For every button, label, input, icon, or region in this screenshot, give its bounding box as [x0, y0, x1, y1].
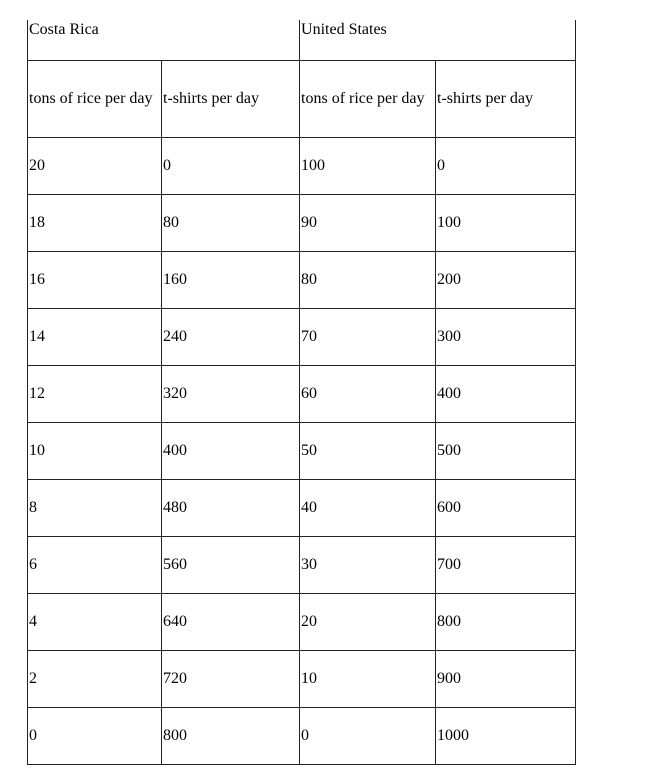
table-cell: 60: [300, 366, 436, 423]
table-cell: 20: [28, 138, 162, 195]
table-cell: 200: [436, 252, 576, 309]
table-row: [28, 537, 576, 594]
table-cell: 0: [436, 138, 576, 195]
table-cell: 560: [162, 537, 300, 594]
table-row: [28, 480, 576, 537]
column-header-row: [28, 61, 576, 138]
country-header-costa-rica: Costa Rica: [28, 20, 300, 61]
table-cell: 900: [436, 651, 576, 708]
country-header-united-states: United States: [300, 20, 576, 61]
table-cell: 30: [300, 537, 436, 594]
table-cell: 640: [162, 594, 300, 651]
table-cell: 800: [436, 594, 576, 651]
table-cell: 0: [28, 708, 162, 765]
table-row: [28, 423, 576, 480]
table-cell: 18: [28, 195, 162, 252]
table-cell: 300: [436, 309, 576, 366]
table-cell: 14: [28, 309, 162, 366]
table-cell: 500: [436, 423, 576, 480]
table-cell: 12: [28, 366, 162, 423]
table-cell: 160: [162, 252, 300, 309]
table-cell: 0: [162, 138, 300, 195]
table-cell: 20: [300, 594, 436, 651]
table-cell: 2: [28, 651, 162, 708]
table-row: [28, 309, 576, 366]
table-cell: 6: [28, 537, 162, 594]
table-cell: 400: [436, 366, 576, 423]
table-cell: 70: [300, 309, 436, 366]
production-possibilities-table: [27, 20, 576, 765]
table-cell: 240: [162, 309, 300, 366]
table-cell: 0: [300, 708, 436, 765]
table-row: [28, 252, 576, 309]
table-cell: 40: [300, 480, 436, 537]
table-cell: 700: [436, 537, 576, 594]
table-cell: 80: [300, 252, 436, 309]
column-header: t-shirts per day: [436, 61, 576, 138]
table-cell: 600: [436, 480, 576, 537]
column-header: tons of rice per day: [300, 61, 436, 138]
table-cell: 720: [162, 651, 300, 708]
table-cell: 50: [300, 423, 436, 480]
table-cell: 480: [162, 480, 300, 537]
table-row: [28, 708, 576, 765]
table-cell: 10: [300, 651, 436, 708]
column-header: tons of rice per day: [28, 61, 162, 138]
table-row: [28, 594, 576, 651]
table-row: [28, 366, 576, 423]
table-cell: 8: [28, 480, 162, 537]
table-cell: 10: [28, 423, 162, 480]
table-cell: 1000: [436, 708, 576, 765]
table-cell: 100: [436, 195, 576, 252]
table-cell: 80: [162, 195, 300, 252]
table-cell: 800: [162, 708, 300, 765]
production-possibilities-table-container: [27, 20, 575, 765]
table-cell: 4: [28, 594, 162, 651]
table-row: [28, 138, 576, 195]
table-cell: 320: [162, 366, 300, 423]
country-header-row: [28, 20, 576, 61]
table-row: [28, 195, 576, 252]
column-header: t-shirts per day: [162, 61, 300, 138]
table-row: [28, 651, 576, 708]
table-cell: 400: [162, 423, 300, 480]
table-cell: 16: [28, 252, 162, 309]
table-cell: 90: [300, 195, 436, 252]
table-cell: 100: [300, 138, 436, 195]
